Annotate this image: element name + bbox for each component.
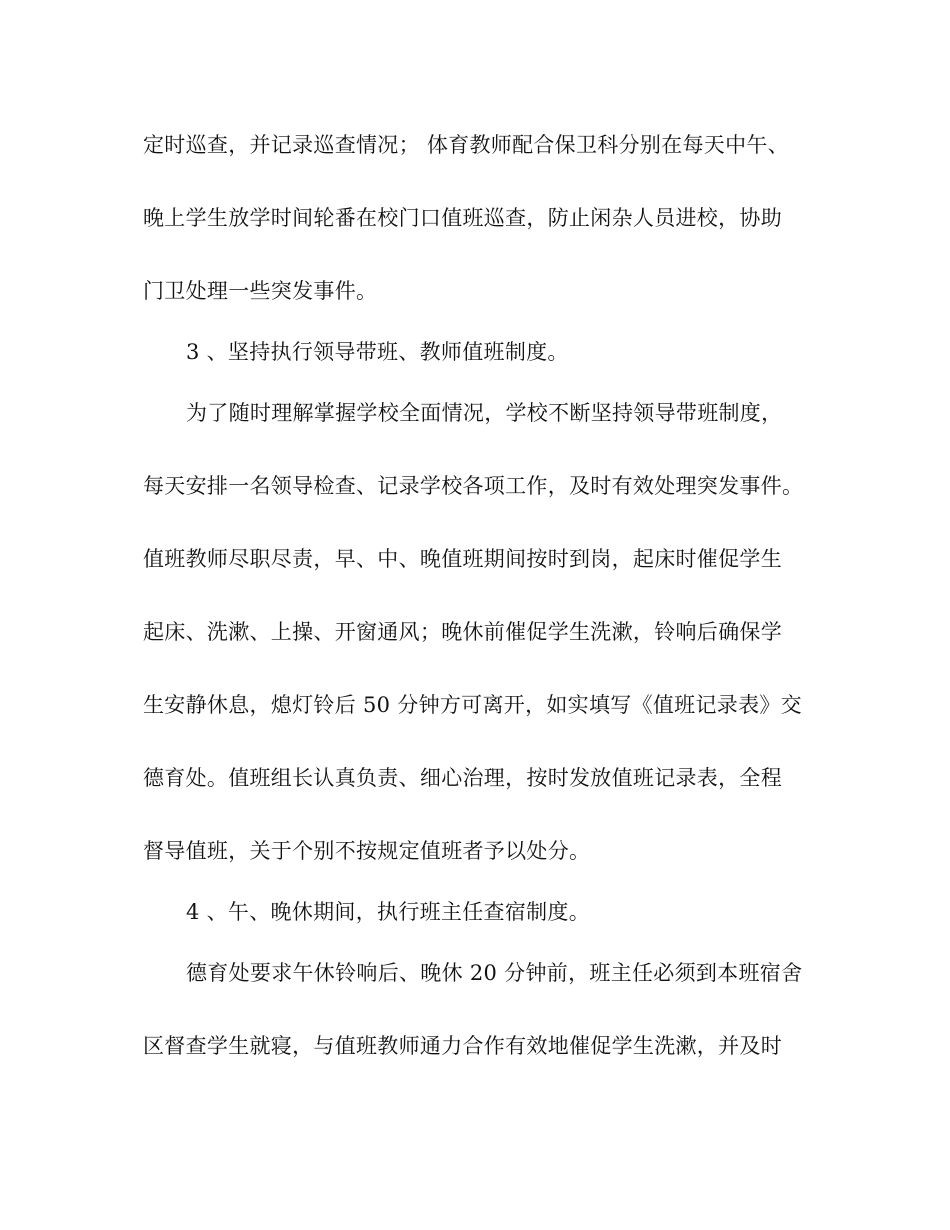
paragraph-line: 值班教师尽职尽责，早、中、晚值班期间按时到岗，起床时催促学生 [143, 547, 782, 571]
paragraph-line: 德育处。值班组长认真负责、细心治理，按时发放值班记录表，全程 [143, 766, 782, 790]
paragraph-line: 门卫处理一些突发事件。 [143, 279, 378, 303]
paragraph-line: 生安静休息，熄灯铃后 50 分钟方可离开，如实填写《值班记录表》交 [143, 693, 802, 717]
paragraph-line: 为了随时理解掌握学校全面情况，学校不断坚持领导带班制度， [186, 401, 783, 425]
paragraph-line: 督导值班，关于个别不按规定值班者予以处分。 [143, 839, 591, 863]
paragraph-line: 晚上学生放学时间轮番在校门口值班巡查，防止闲杂人员进校，协助 [143, 206, 782, 230]
paragraph-line: 定时巡查，并记录巡查情况； 体育教师配合保卫科分别在每天中午、 [143, 133, 789, 157]
paragraph-line: 德育处要求午休铃响后、晚休 20 分钟前，班主任必须到本班宿舍 [186, 961, 803, 985]
section-heading: 4 、午、晚休期间，执行班主任查宿制度。 [186, 900, 591, 924]
paragraph-line: 起床、洗漱、上操、开窗通风；晚休前催促学生洗漱，铃响后确保学 [143, 620, 782, 644]
paragraph-line: 每天安排一名领导检查、记录学校各项工作，及时有效处理突发事件。 [143, 474, 804, 498]
paragraph-line: 区督查学生就寝，与值班教师通力合作有效地催促学生洗漱，并及时 [143, 1034, 782, 1058]
section-heading: 3 、坚持执行领导带班、教师值班制度。 [186, 340, 569, 364]
